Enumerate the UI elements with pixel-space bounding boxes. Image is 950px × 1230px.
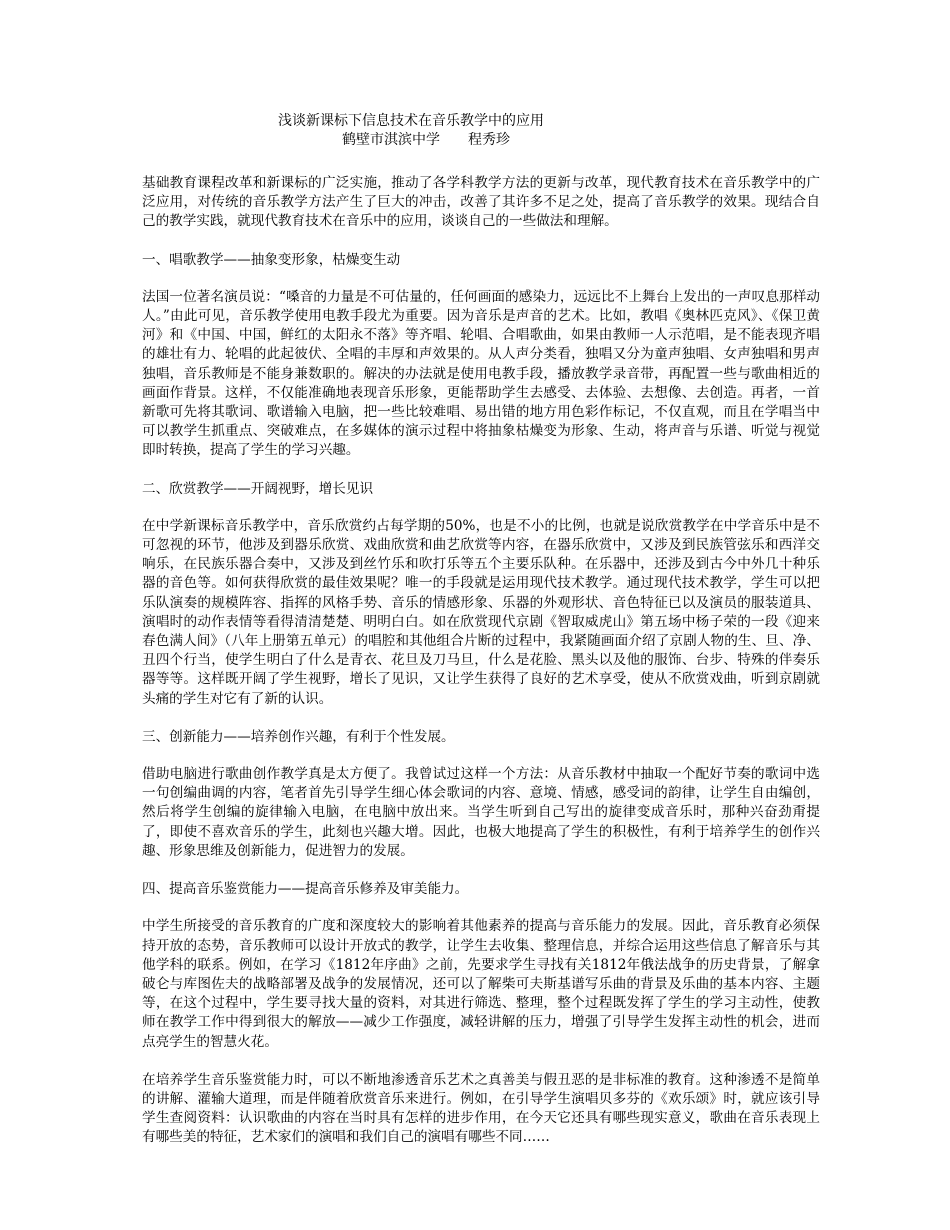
section-heading-appreciation: 二、欣赏教学——开阔视野，增长见识	[142, 480, 374, 497]
intro-paragraph: 基础教育课程改革和新课标的广泛实施，推动了各学科教学方法的更新与改革，现代教育技术在音乐教学中的广泛应用，对传统的音乐教学方法产生了巨大的冲击，改善了其许多不足之处，提高了音乐教学的效果。现结合自己的教学实践，就现代教育技术在音乐中的应用，谈谈自己的一些做法和理解。	[142, 175, 820, 230]
section-paragraph: 中学生所接受的音乐教育的广度和深度较大的影响着其他素养的提高与音乐能力的发展。因此，音乐教育必须保持开放的态势，音乐教师可以设计开放式的教学，让学生去收集、整理信息，并综合运用这些信息了解音乐与其他学科的联系。例如，在学习《1812年序曲》之前，先要求学生寻找有关1812年俄法战争的历史背景，了解拿破仑与库图佐夫的战略部署及战争的发展情况，还可以了解柴可夫斯基谱写乐曲的背景及乐曲的基本内容、主题等，在这个过程中，学生要寻找大量的资料，对其进行筛选、整理，整个过程既发挥了学生的学习主动性，使教师在教学工作中得到很大的解放——减少工作强度，减轻讲解的压力，增强了引导学生发挥主动性的机会，进而点亮学生的智慧火花。	[142, 918, 820, 1050]
author-school: 鹤壁市淇滨中学	[342, 132, 440, 148]
document-page	[142, 112, 820, 1167]
section-paragraph: 借助电脑进行歌曲创作教学真是太方便了。我曾试过这样一个方法：从音乐教材中抽取一个配好节奏的歌词中选一句创编曲调的内容，笔者首先引导学生细心体会歌词的内容、意境、情感，感受词的韵律，让学生自由编创，然后将学生创编的旋律输入电脑，在电脑中放出来。当学生听到自己写出的旋律变成音乐时，那种兴奋劲甭提了，即使不喜欢音乐的学生，此刻也兴趣大增。因此，也极大地提高了学生的积极性，有利于培养学生的创作兴趣、形象思维及创新能力，促进智力的发展。	[142, 766, 820, 859]
author-name: 程秀珍	[468, 132, 510, 148]
section-heading-appreciation-ability: 四、提高音乐鉴赏能力——提高音乐修养及审美能力。	[142, 881, 469, 898]
document-title: 浅谈新课标下信息技术在音乐教学中的应用	[278, 113, 544, 129]
section-heading-singing: 一、唱歌教学——抽象变形象，枯燥变生动	[142, 251, 401, 268]
section-paragraph: 在中学新课标音乐教学中，音乐欣赏约占每学期的50%，也是不小的比例，也就是说欣赏教学在中学音乐中是不可忽视的环节，他涉及到器乐欣赏、戏曲欣赏和曲艺欣赏等内容，在器乐欣赏中，又涉及到民族管弦乐和西洋交响乐，在民族乐器合奏中，又涉及到丝竹乐和吹打乐等五个主要乐队种。在乐器中，还涉及到古今中外几十种乐器的音色等。如何获得欣赏的最佳效果呢？唯一的手段就是运用现代技术教学。通过现代技术教学，学生可以把乐队演奏的规模阵容、指挥的风格手势、音乐的情感形象、乐器的外观形状、音色特征已以及演员的服装道具、演唱时的动作表情等看得清清楚楚、明明白白。如在欣赏现代京剧《智取威虎山》第五场中杨子荣的一段《迎来春色满人间》（八年上册第五单元）的唱腔和其他组合片断的过程中，我紧随画面介绍了京剧人物的生、旦、净、丑四个行当，使学生明白了什么是青衣、花旦及刀马旦，什么是花脸、黑头以及他的服饰、台步、特殊的伴奏乐器等等。这样既开阔了学生视野，增长了见识，又让学生获得了良好的艺术享受，使从不欣赏戏曲，听到京剧就头痛的学生对它有了新的认识。	[142, 517, 820, 707]
section-paragraph: 法国一位著名演员说：“嗓音的力量是不可估量的，任何画面的感染力，远远比不上舞台上发出的一声叹息那样动人。”由此可见，音乐教学使用电教手段尤为重要。因为音乐是声音的艺术。比如，教唱《奥林匹克风》、《保卫黄河》和《中国、中国，鲜红的太阳永不落》等齐唱、轮唱、合唱歌曲，如果由教师一人示范唱，是不能表现齐唱的雄壮有力、轮唱的此起彼伏、全唱的丰厚和声效果的。从人声分类看，独唱又分为童声独唱、女声独唱和男声独唱，音乐教师是不能身兼数职的。解决的办法就是使用电教手段，播放教学录音带，再配置一些与歌曲相近的画面作背景。这样，不仅能准确地表现音乐形象，更能帮助学生去感受、去体验、去想像、去创造。再者，一首新歌可先将其歌词、歌谱输入电脑，把一些比较难唱、易出错的地方用色彩作标记，不仅直观，而且在学唱当中可以教学生抓重点、突破难点，在多媒体的演示过程中将抽象枯燥变为形象、生动，将声音与乐谱、听觉与视觉即时转换，提高了学生的学习兴趣。	[142, 288, 820, 459]
author-line	[342, 131, 820, 150]
section-heading-creativity: 三、创新能力——培养创作兴趣，有利于个性发展。	[142, 728, 455, 745]
section-paragraph: 在培养学生音乐鉴赏能力时，可以不断地渗透音乐艺术之真善美与假丑恶的是非标准的教育。这种渗透不是简单的讲解、灌输大道理，而是伴随着欣赏音乐来进行。例如，在引导学生演唱贝多芬的《欢乐颂》时，就应该引导学生查阅资料：认识歌曲的内容在当时具有怎样的进步作用，在今天它还具有哪些现实意义，歌曲在音乐表现上有哪些美的特征，艺术家们的演唱和我们自己的演唱有哪些不同……	[142, 1071, 820, 1146]
